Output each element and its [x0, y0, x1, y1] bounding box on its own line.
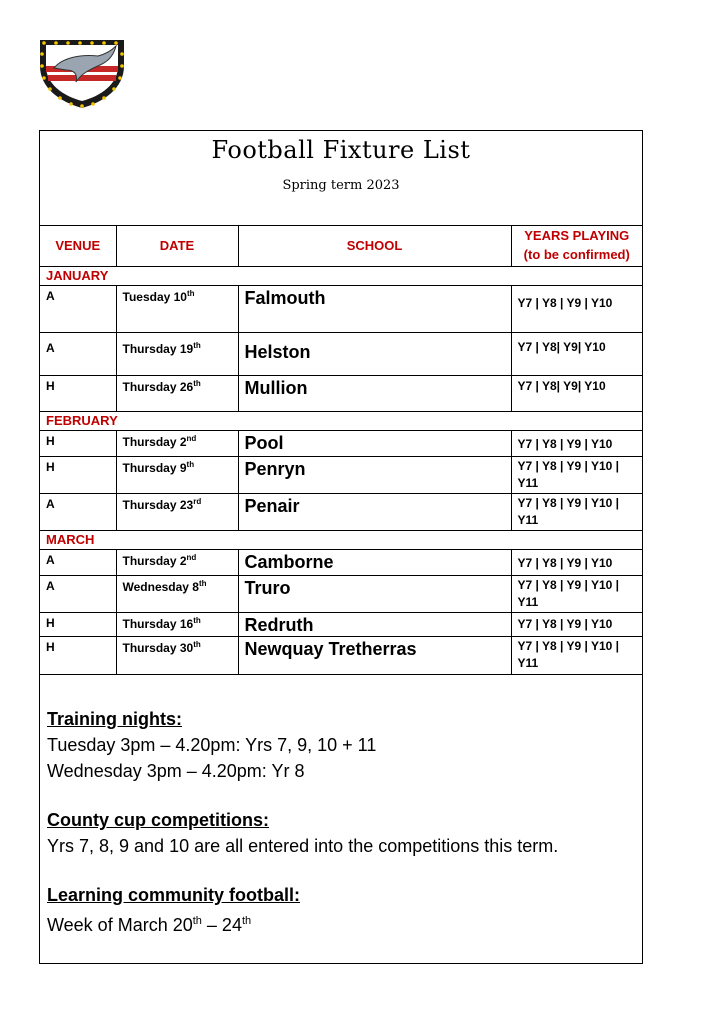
venue-cell: A [40, 575, 116, 612]
page-title: Football Fixture List [211, 136, 471, 164]
training-line: Tuesday 3pm – 4.20pm: Yrs 7, 9, 10 + 11 [47, 735, 377, 755]
years-cell: Y7 | Y8 | Y9 | Y10 [511, 285, 642, 332]
fixture-document-frame [39, 130, 643, 964]
column-header-years [511, 225, 642, 266]
school-cell: Helston [238, 332, 511, 375]
table-row [40, 332, 642, 375]
school-cell: Newquay Tretherras [238, 636, 511, 674]
school-cell: Truro [238, 575, 511, 612]
date-cell: Thursday 2nd [116, 430, 238, 456]
to-be-confirmed-label: (to be confirmed) [523, 247, 630, 263]
years-cell: Y7 | Y8 | Y9 | Y10 | Y11 [511, 456, 642, 493]
month-heading-january: JANUARY [40, 266, 642, 285]
month-heading-march: MARCH [40, 530, 642, 549]
venue-cell: A [40, 332, 116, 375]
training-line: Wednesday 3pm – 4.20pm: Yr 8 [47, 761, 305, 781]
training-heading: Training nights: [47, 709, 182, 729]
school-crest-icon [36, 38, 128, 110]
years-cell: Y7 | Y8 | Y9 | Y10 | Y11 [511, 636, 642, 674]
venue-cell: A [40, 549, 116, 575]
years-playing-label: YEARS PLAYING [524, 228, 630, 244]
community-line: Week of March 20th – 24th [47, 915, 252, 935]
date-cell: Thursday 2nd [116, 549, 238, 575]
table-row [40, 549, 642, 575]
years-cell: Y7 | Y8 | Y9 | Y10 [511, 430, 642, 456]
table-row [40, 430, 642, 456]
fixture-table [40, 225, 642, 675]
years-cell: Y7 | Y8| Y9| Y10 [511, 375, 642, 411]
venue-cell: H [40, 456, 116, 493]
table-row [40, 375, 642, 411]
school-cell: Penryn [238, 456, 511, 493]
years-cell: Y7 | Y8 | Y9 | Y10 [511, 612, 642, 636]
venue-cell: H [40, 636, 116, 674]
county-line: Yrs 7, 8, 9 and 10 are all entered into the competitions this term. [47, 836, 559, 856]
date-cell: Thursday 19th [116, 332, 238, 375]
date-cell: Thursday 30th [116, 636, 238, 674]
date-cell: Thursday 16th [116, 612, 238, 636]
years-cell: Y7 | Y8 | Y9 | Y10 [511, 549, 642, 575]
date-cell: Wednesday 8th [116, 575, 238, 612]
years-cell: Y7 | Y8 | Y9 | Y10 | Y11 [511, 493, 642, 530]
years-cell: Y7 | Y8 | Y9 | Y10 | Y11 [511, 575, 642, 612]
venue-cell: H [40, 612, 116, 636]
school-cell: Falmouth [238, 285, 511, 332]
county-heading: County cup competitions: [47, 810, 269, 830]
month-heading-february: FEBRUARY [40, 411, 642, 430]
school-cell: Redruth [238, 612, 511, 636]
date-cell: Thursday 9th [116, 456, 238, 493]
column-header-venue: VENUE [40, 225, 116, 266]
notes-section [47, 706, 637, 938]
table-row [40, 456, 642, 493]
community-heading: Learning community football: [47, 885, 301, 905]
date-cell: Thursday 26th [116, 375, 238, 411]
column-header-school: SCHOOL [238, 225, 511, 266]
document-header [40, 131, 642, 226]
date-cell: Thursday 23rd [116, 493, 238, 530]
school-cell: Camborne [238, 549, 511, 575]
venue-cell: A [40, 493, 116, 530]
table-row [40, 636, 642, 674]
table-row [40, 285, 642, 332]
venue-cell: A [40, 285, 116, 332]
date-cell: Tuesday 10th [116, 285, 238, 332]
years-cell: Y7 | Y8| Y9| Y10 [511, 332, 642, 375]
school-cell: Penair [238, 493, 511, 530]
table-row [40, 575, 642, 612]
school-cell: Mullion [238, 375, 511, 411]
table-row [40, 612, 642, 636]
page-subtitle: Spring term 2023 [282, 178, 400, 193]
venue-cell: H [40, 375, 116, 411]
table-row [40, 493, 642, 530]
school-cell: Pool [238, 430, 511, 456]
column-header-date: DATE [116, 225, 238, 266]
venue-cell: H [40, 430, 116, 456]
